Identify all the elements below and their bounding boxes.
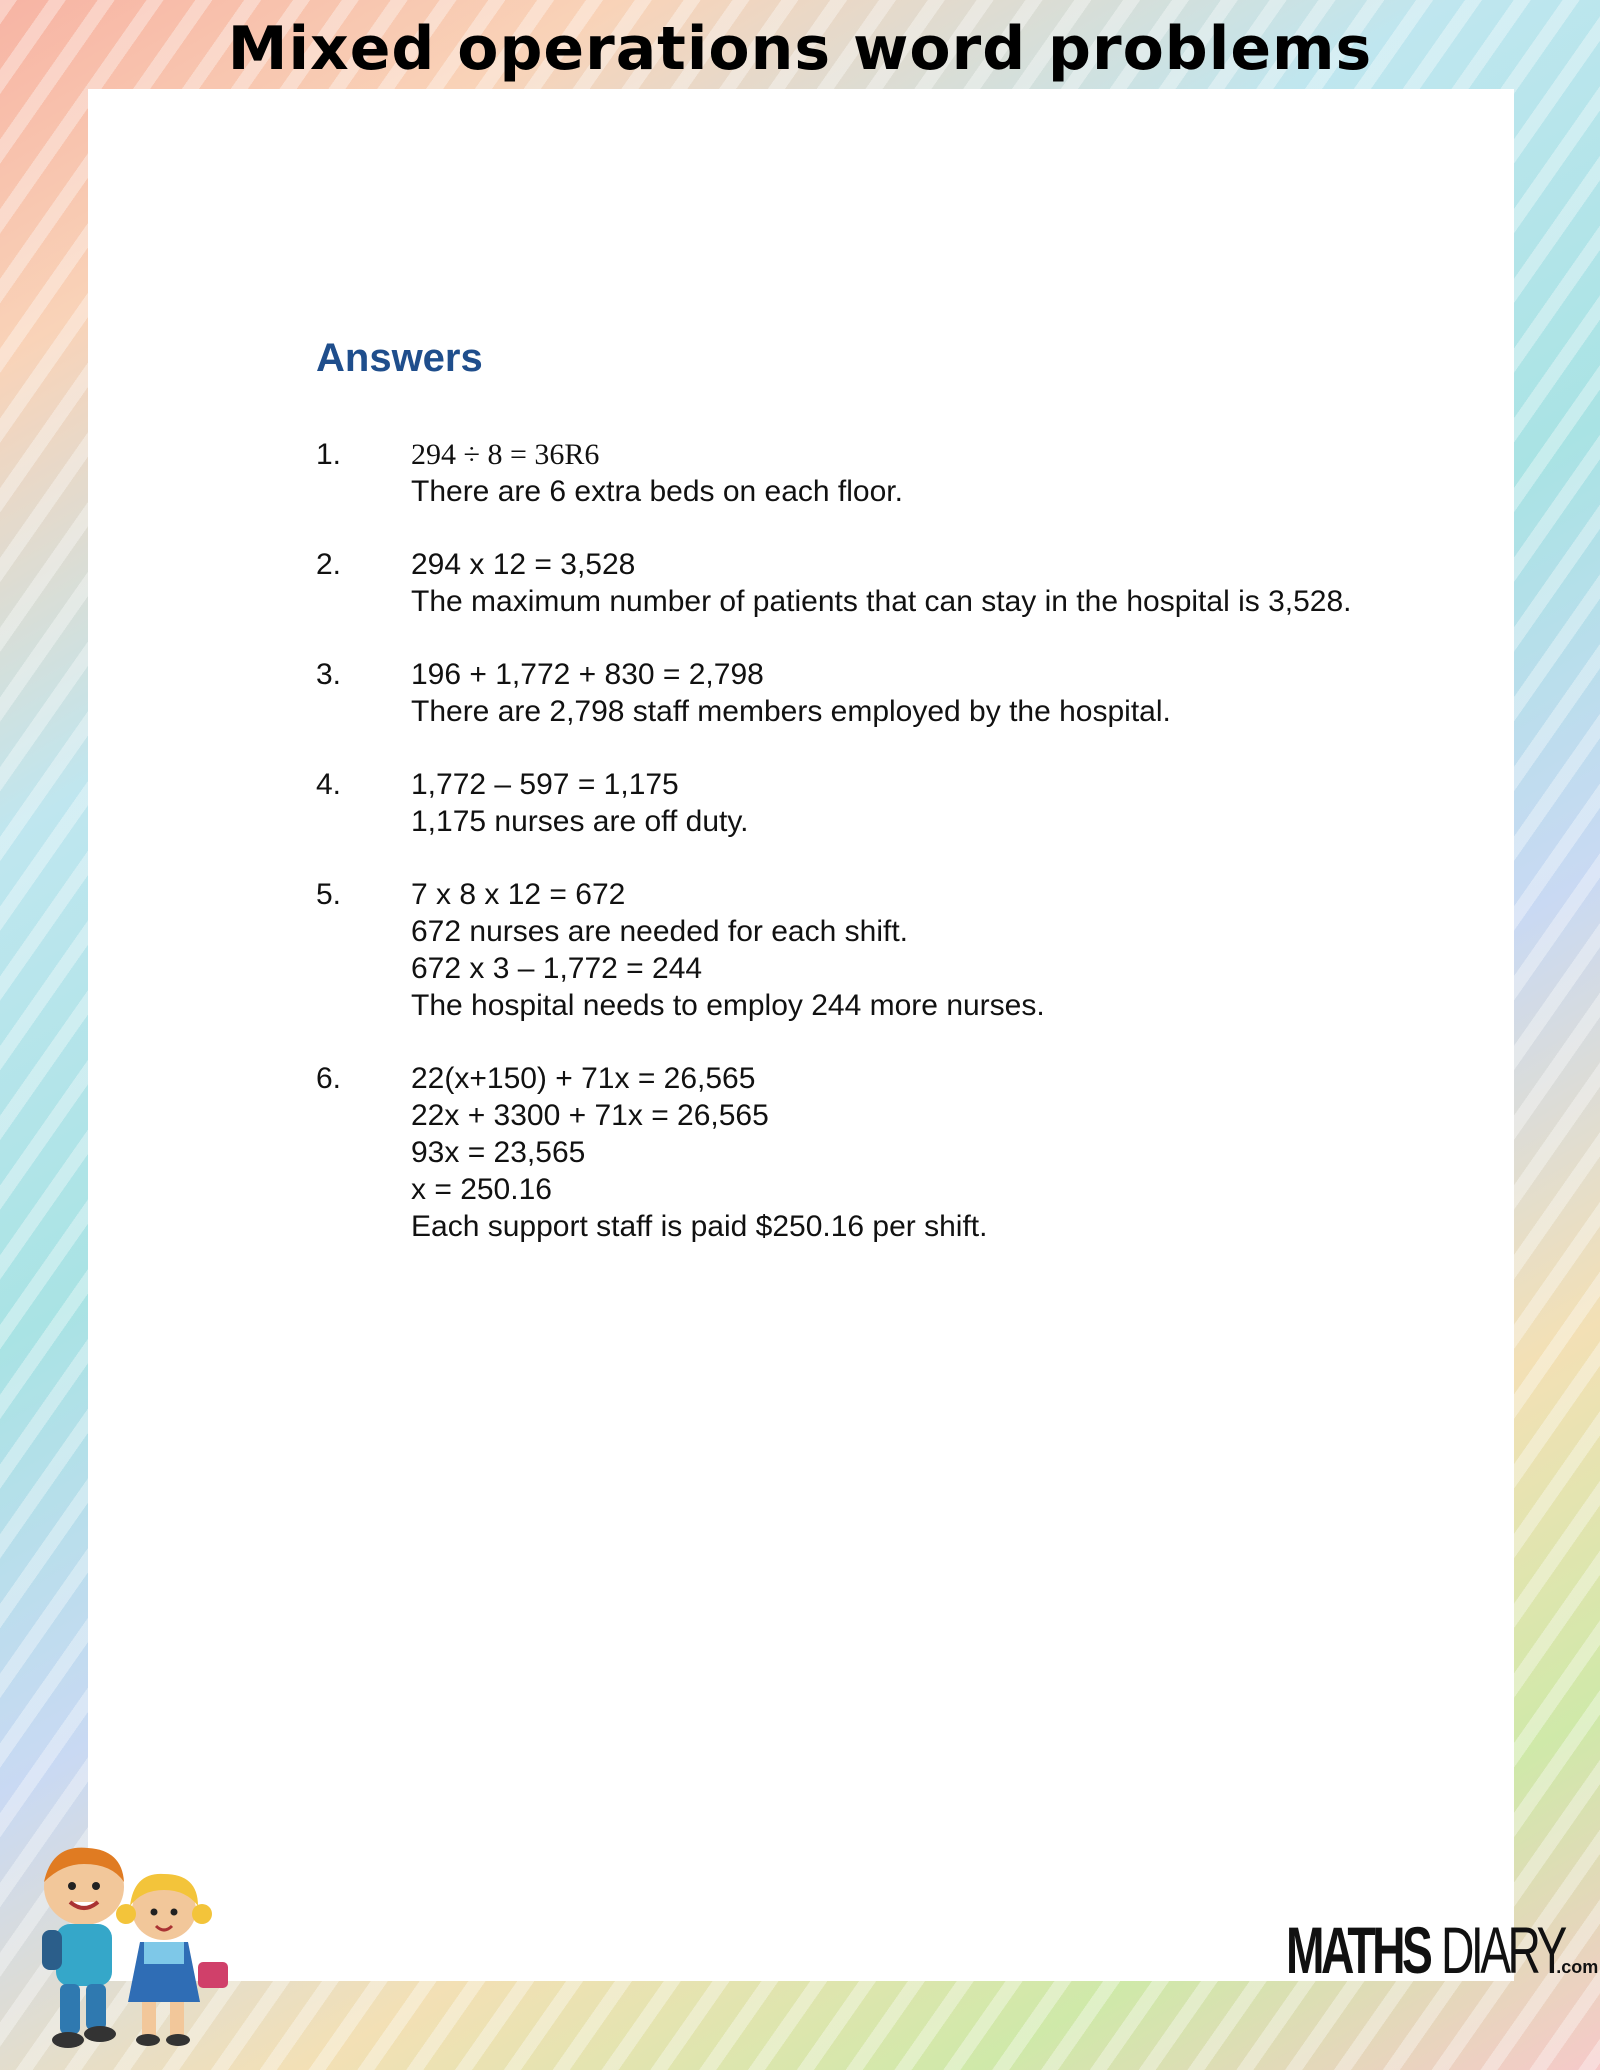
answer-number: 6. [316, 1062, 342, 1095]
answer-line: 22x + 3300 + 71x = 26,565 [411, 1099, 769, 1132]
answer-number: 1. [316, 438, 342, 471]
answer-line: 7 x 8 x 12 = 672 [411, 878, 626, 911]
answer-line: The hospital needs to employ 244 more nurses. [411, 989, 1045, 1022]
answers-heading: Answers [316, 336, 483, 380]
kids-illustration [22, 1842, 232, 2064]
logo-text-bold: MATHS [1286, 1913, 1430, 1987]
answer-line: 1,175 nurses are off duty. [411, 805, 749, 838]
answer-line: Each support staff is paid $250.16 per shift. [411, 1210, 988, 1243]
answer-item [316, 766, 1466, 840]
answer-line: 672 nurses are needed for each shift. [411, 915, 908, 948]
answer-number: 2. [316, 548, 342, 581]
answer-item [316, 656, 1466, 730]
answer-line: There are 2,798 staff members employed by the hospital. [411, 695, 1171, 728]
answer-line: 93x = 23,565 [411, 1136, 586, 1169]
answer-line: The maximum number of patients that can stay in the hospital is 3,528. [411, 585, 1352, 618]
answer-line: 672 x 3 – 1,772 = 244 [411, 952, 703, 985]
answer-item [316, 546, 1466, 620]
answer-item [316, 436, 1466, 510]
logo-text-light: DIARY [1440, 1913, 1564, 1987]
answer-number: 4. [316, 768, 342, 801]
logo-suffix: .com [1556, 1957, 1599, 1977]
answer-item [316, 1060, 1466, 1245]
answer-number: 5. [316, 878, 342, 911]
answer-line: 22(x+150) + 71x = 26,565 [411, 1062, 756, 1095]
answer-item [316, 876, 1466, 1024]
answer-line: 196 + 1,772 + 830 = 2,798 [411, 658, 764, 691]
answer-number: 3. [316, 658, 342, 691]
answers-list [316, 436, 1466, 1281]
answer-line: 294 x 12 = 3,528 [411, 548, 636, 581]
answer-line: 1,772 – 597 = 1,175 [411, 768, 679, 801]
answer-line: x = 250.16 [411, 1173, 552, 1206]
page-title: Mixed operations word problems [227, 14, 1373, 84]
mathsdiary-logo [1286, 1912, 1598, 1988]
answer-line: 294 ÷ 8 = 36R6 [411, 438, 600, 471]
answer-line: There are 6 extra beds on each floor. [411, 475, 903, 508]
